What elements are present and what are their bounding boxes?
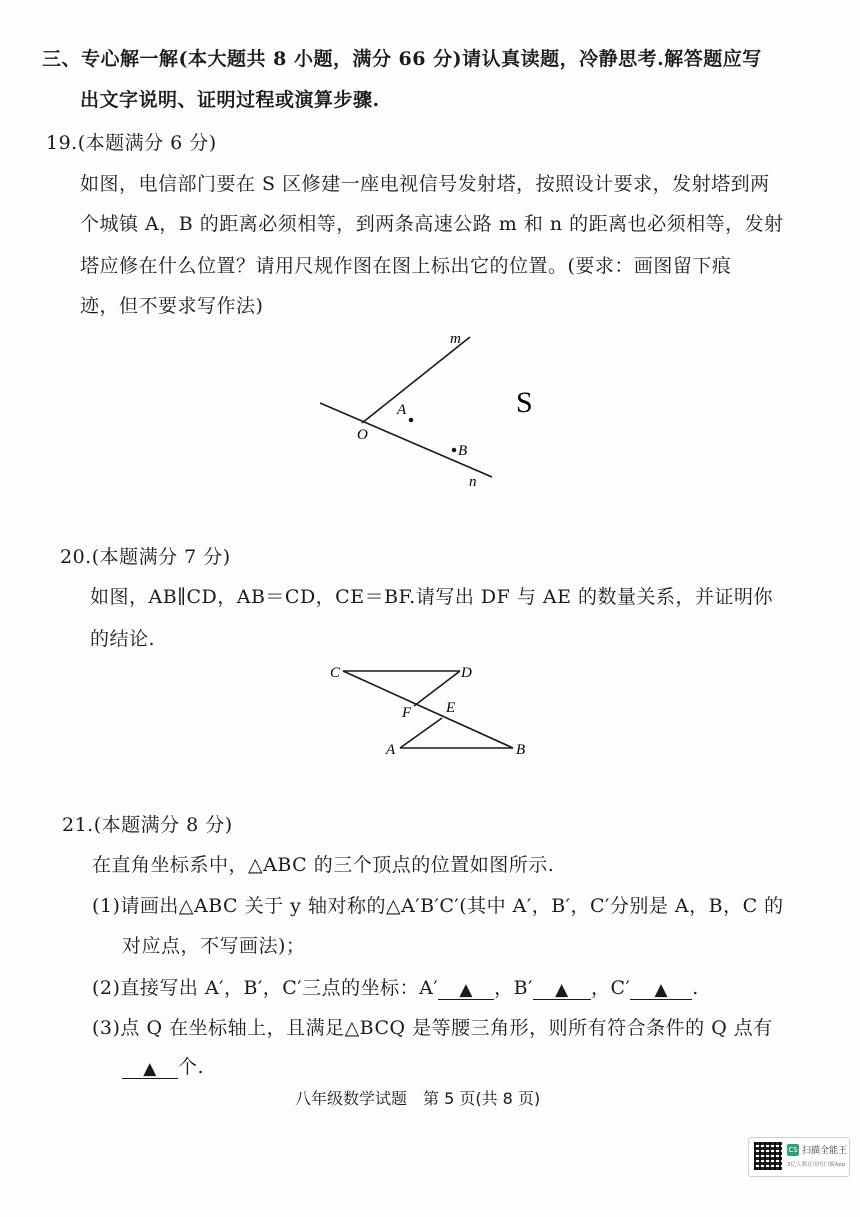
label-n: n (469, 474, 477, 490)
scanner-watermark (748, 1137, 850, 1177)
q19-text-3: 塔应修在什么位置？请用尺规作图在图上标出它的位置。(要求：画图留下痕 (80, 255, 732, 277)
label-B: B (516, 742, 526, 758)
q20-text-2: 的结论. (90, 628, 156, 650)
q19-text-1: 如图，电信部门要在 S 区修建一座电视信号发射塔，按照设计要求，发射塔到两 (80, 173, 770, 195)
label-m: m (450, 331, 461, 347)
label-F: F (402, 705, 412, 721)
segment-AE (400, 718, 442, 748)
q21-part1-line1: (1)请画出△ABC 关于 y 轴对称的△A′B′C′(其中 A′，B′，C′分别是 A，B，C 的 (92, 895, 784, 917)
qr-code-icon (754, 1142, 782, 1170)
point-B (452, 448, 457, 453)
section-heading: 三、专心解一解(本大题共 8 小题，满分 66 分)请认真读题，冷静思考.解答题应写 (42, 48, 762, 70)
q19-text-2: 个城镇 A，B 的距离必须相等，到两条高速公路 m 和 n 的距离也必须相等，发射 (80, 213, 784, 235)
segment-CB (343, 671, 513, 748)
q19-text-4: 迹，但不要求写作法) (80, 295, 264, 317)
watermark-subtitle: 3亿人都在用的扫描App (787, 1162, 846, 1168)
label-A: A (397, 402, 407, 418)
q21-part2-prefix: (2)直接写出 A′，B′，C′三点的坐标：A′ (92, 977, 439, 999)
cs-logo-icon: CS (788, 1146, 798, 1154)
section-heading-cont: 出文字说明、证明过程或演算步骤. (80, 89, 380, 111)
q19-header: 19.(本题满分 6 分) (46, 132, 217, 154)
q21-part2-b: ，B′ (494, 977, 533, 999)
q21-header: 21.(本题满分 8 分) (62, 814, 233, 836)
q19-figure (0, 0, 860, 520)
q21-part3-line2 (122, 1055, 204, 1079)
q20-text-1: 如图，AB∥CD，AB＝CD，CE＝BF.请写出 DF 与 AE 的数量关系，并证明你 (90, 586, 773, 608)
line-m (362, 337, 470, 423)
answer-blank-C[interactable]: ▲ (630, 977, 692, 1000)
label-S: S (516, 386, 533, 419)
answer-blank-Q[interactable]: ▲ (122, 1056, 178, 1079)
watermark-title: 扫描全能王 (802, 1146, 848, 1156)
answer-blank-A[interactable]: ▲ (438, 977, 494, 1000)
page-footer: 八年级数学试题 第 5 页(共 8 页) (295, 1089, 541, 1108)
q21-part2-end: . (692, 977, 699, 999)
point-A (409, 418, 414, 423)
q21-part1-line2: 对应点，不写画法)； (122, 935, 306, 957)
q21-part3-end: 个. (178, 1056, 205, 1078)
q21-part2-c: ，C′ (590, 977, 631, 999)
label-C: C (330, 665, 341, 681)
q21-part2 (92, 976, 699, 1000)
label-E: E (446, 700, 456, 716)
q20-figure (0, 650, 860, 770)
label-O: O (357, 427, 368, 443)
answer-blank-B[interactable]: ▲ (533, 977, 591, 1000)
label-D: D (461, 665, 472, 681)
q21-text-1: 在直角坐标系中，△ABC 的三个顶点的位置如图所示. (92, 854, 555, 876)
label-A: A (386, 742, 396, 758)
q21-part3-line1: (3)点 Q 在坐标轴上，且满足△BCQ 是等腰三角形，则所有符合条件的 Q 点有 (92, 1017, 773, 1039)
label-B: B (458, 443, 468, 459)
q20-header: 20.(本题满分 7 分) (60, 546, 231, 568)
